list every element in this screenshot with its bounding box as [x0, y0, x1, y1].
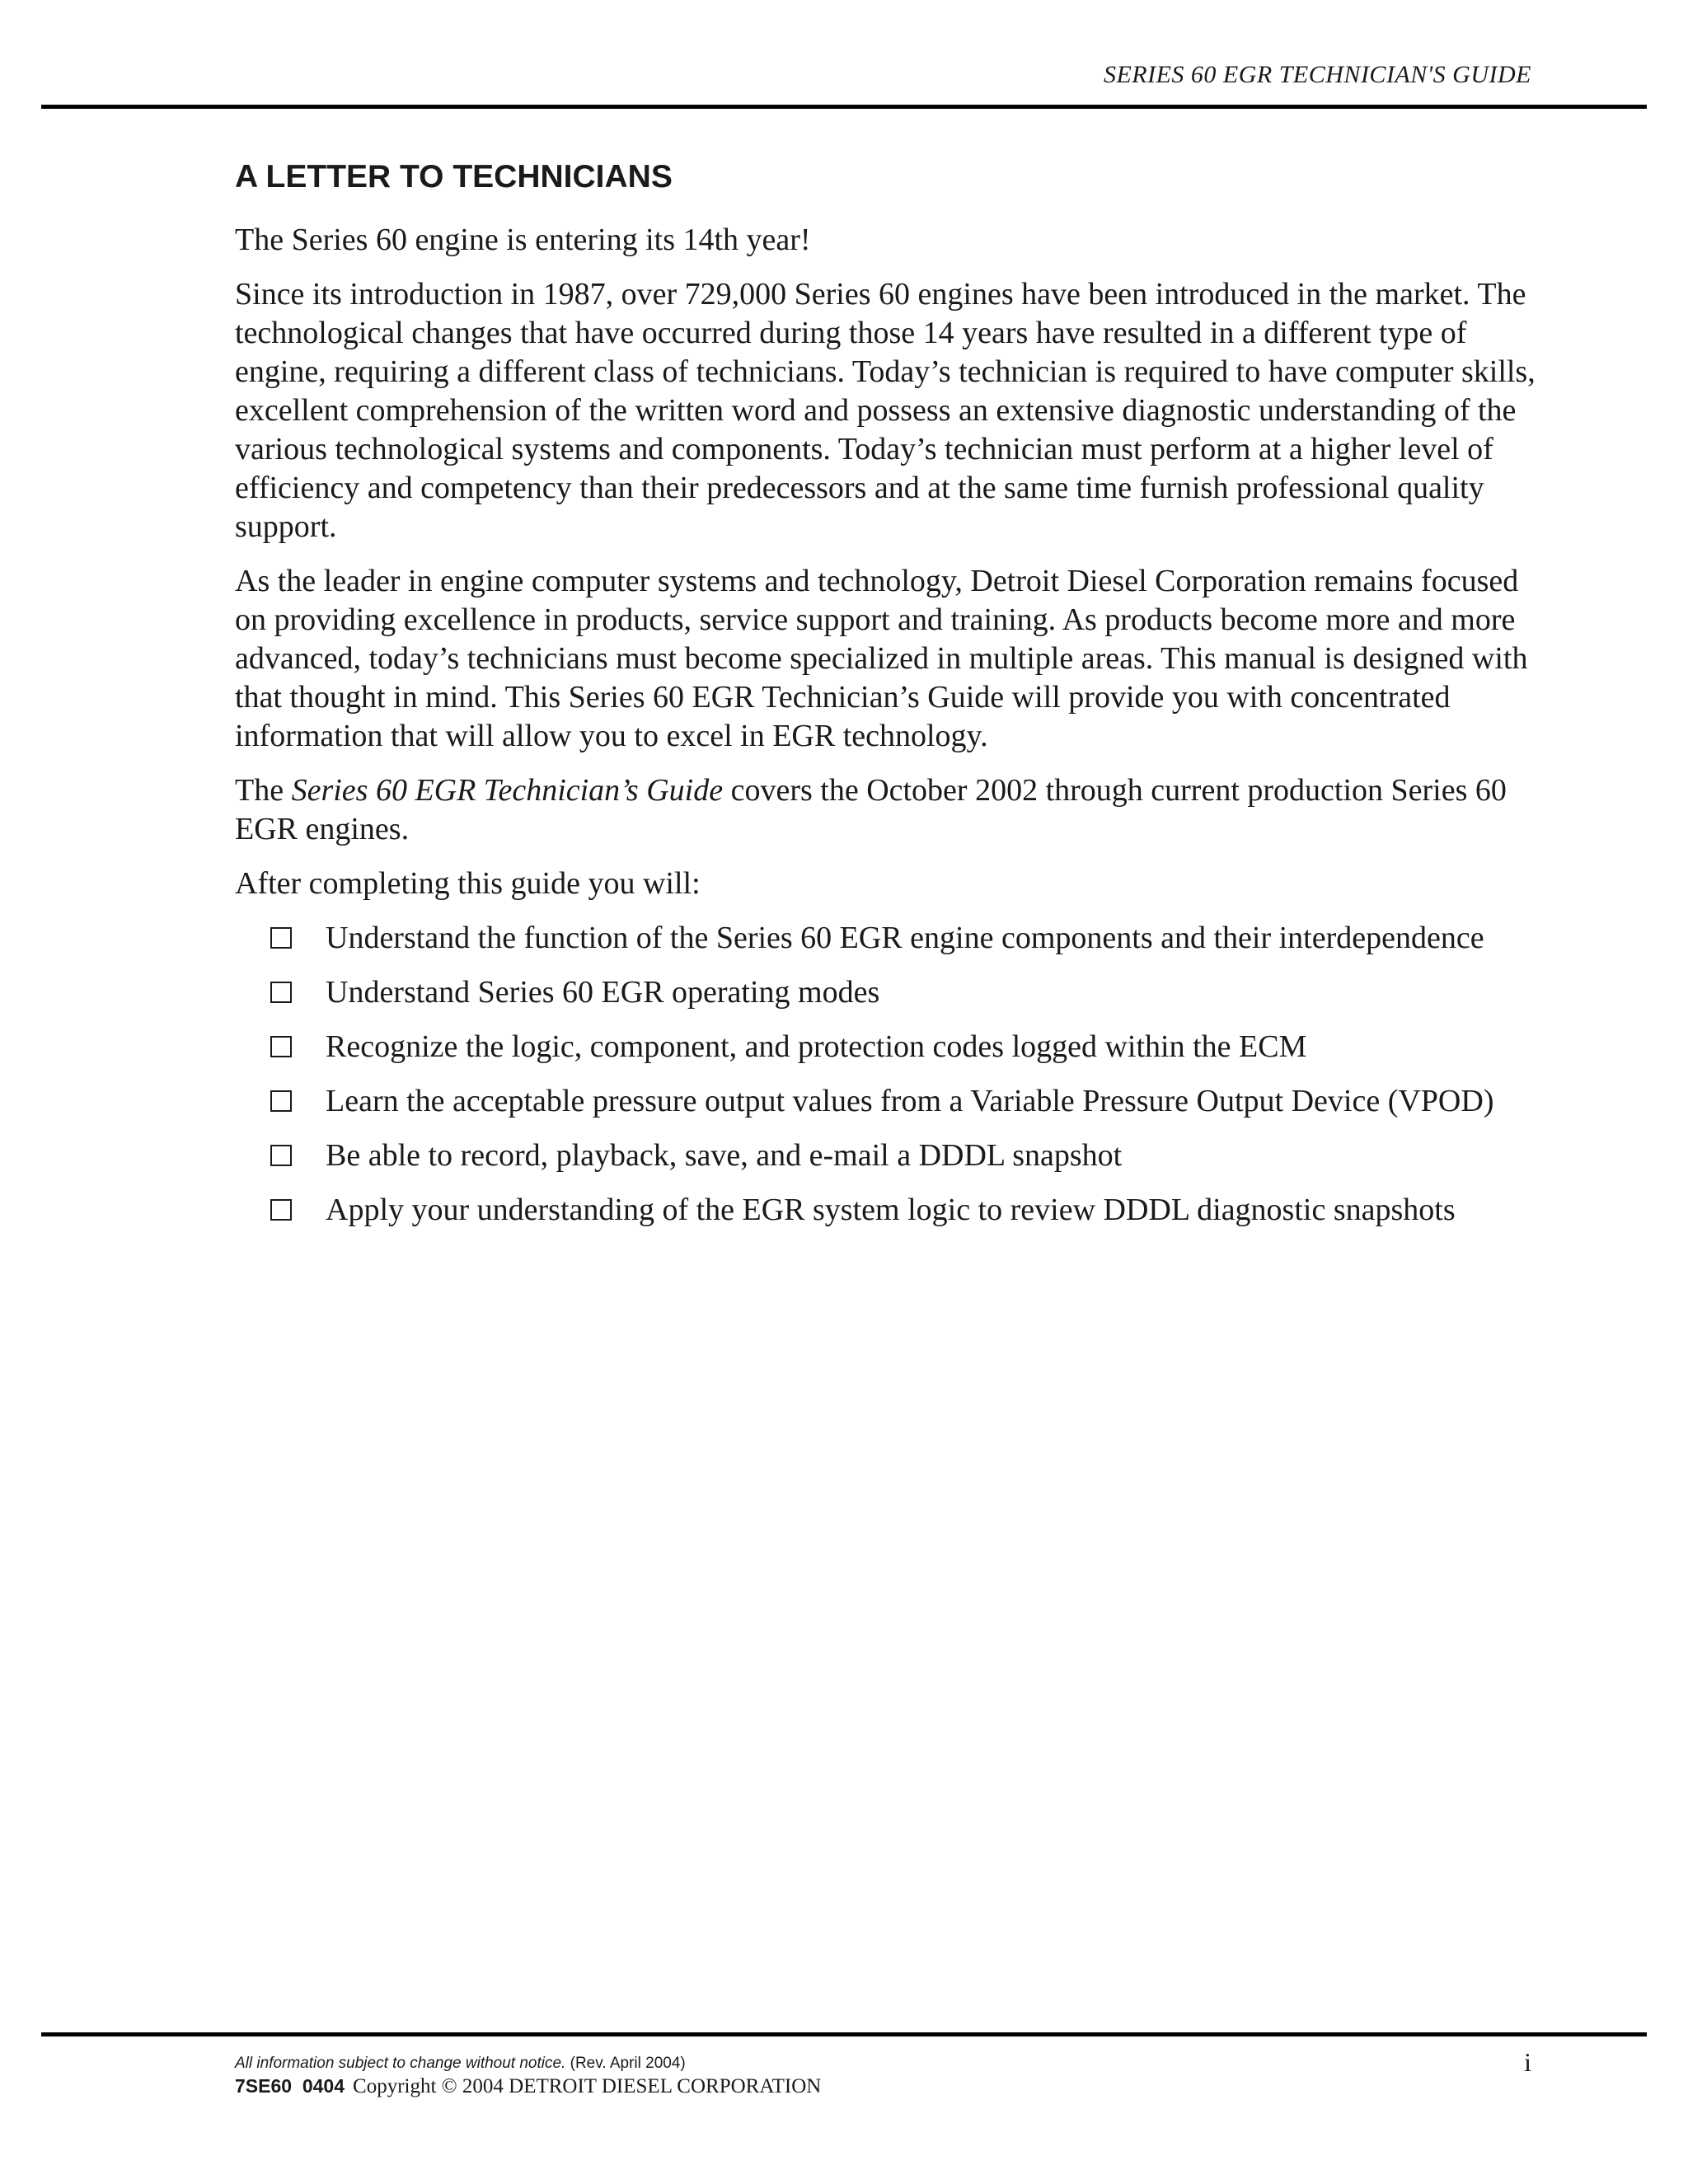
- footer-copyright-line: [235, 2074, 821, 2099]
- list-item-text: Understand Series 60 EGR operating modes: [326, 975, 880, 1010]
- list-item: [235, 919, 1545, 958]
- list-item: [235, 1191, 1545, 1230]
- list-item-text: Be able to record, playback, save, and e-mail a DDDL snapshot: [326, 1138, 1123, 1173]
- letter-body: [235, 157, 1545, 1245]
- coverage-prefix: The: [235, 773, 292, 808]
- header-rule: [41, 105, 1647, 109]
- paragraph-leadership: As the leader in engine computer systems and technology, Detroit Diesel Corporation remains focused on providing excellence in products, service support and training. As products become more and more advanced, today’s technicians must become specialized in multiple areas. This manual is designed with that thought in mind. This Series 60 EGR Technician’s Guide will provide you with concentrated information that will allow you to excel in EGR technology.: [235, 564, 1528, 753]
- footer-rule: [41, 2032, 1647, 2036]
- checkbox-icon: [270, 1145, 292, 1166]
- footer-notice: All information subject to change without notice.: [235, 2055, 566, 2072]
- footer-doc-code: 7SE60 0404: [235, 2075, 345, 2097]
- list-item-text: Understand the function of the Series 60 EGR engine components and their interdependence: [326, 921, 1484, 955]
- coverage-suffix: covers the October 2002 through current production Series 60 EGR engines.: [235, 773, 1507, 846]
- list-item: [235, 973, 1545, 1012]
- running-header-title: SERIES 60 EGR TECHNICIAN'S GUIDE: [1103, 61, 1531, 88]
- checkbox-icon: [270, 1090, 292, 1112]
- checkbox-icon: [270, 1199, 292, 1221]
- objectives-checklist: [235, 919, 1545, 1230]
- footer-notice-line: [235, 2054, 821, 2074]
- list-item: [235, 1082, 1545, 1121]
- list-item: [235, 1028, 1545, 1066]
- checkbox-icon: [270, 982, 292, 1003]
- list-item-text: Apply your understanding of the EGR system logic to review DDDL diagnostic snapshots: [326, 1193, 1456, 1227]
- checkbox-icon: [270, 1036, 292, 1057]
- list-item: [235, 1137, 1545, 1175]
- footer-copyright: Copyright © 2004 DETROIT DIESEL CORPORATION: [353, 2075, 822, 2097]
- paragraph-history: Since its introduction in 1987, over 729,000 Series 60 engines have been introduced in the market. The technological changes that have occurred during those 14 years have resulted in a different type of engine, requiring a different class of technicians. Today’s technician is required to have computer skills, excellent comprehension of the written word and possess an extensive diagnostic understanding of the various technological systems and components. Today’s technician must perform at a higher level of efficiency and competency than their predecessors and at the same time furnish professional quality support.: [235, 277, 1536, 544]
- paragraph-objectives-intro: After completing this guide you will:: [235, 866, 701, 901]
- page-title: A LETTER TO TECHNICIANS: [235, 159, 673, 194]
- checkbox-icon: [270, 927, 292, 949]
- page-number: i: [1524, 2047, 1531, 2077]
- footer-revision: (Rev. April 2004): [570, 2055, 686, 2072]
- list-item-text: Recognize the logic, component, and protection codes logged within the ECM: [326, 1029, 1307, 1064]
- paragraph-coverage: [235, 771, 1545, 849]
- list-item-text: Learn the acceptable pressure output values from a Variable Pressure Output Device (VPOD): [326, 1084, 1494, 1118]
- page-footer: [235, 2054, 821, 2099]
- paragraph-intro: The Series 60 engine is entering its 14th year!: [235, 223, 811, 257]
- guide-title-italic: Series 60 EGR Technician’s Guide: [291, 773, 724, 808]
